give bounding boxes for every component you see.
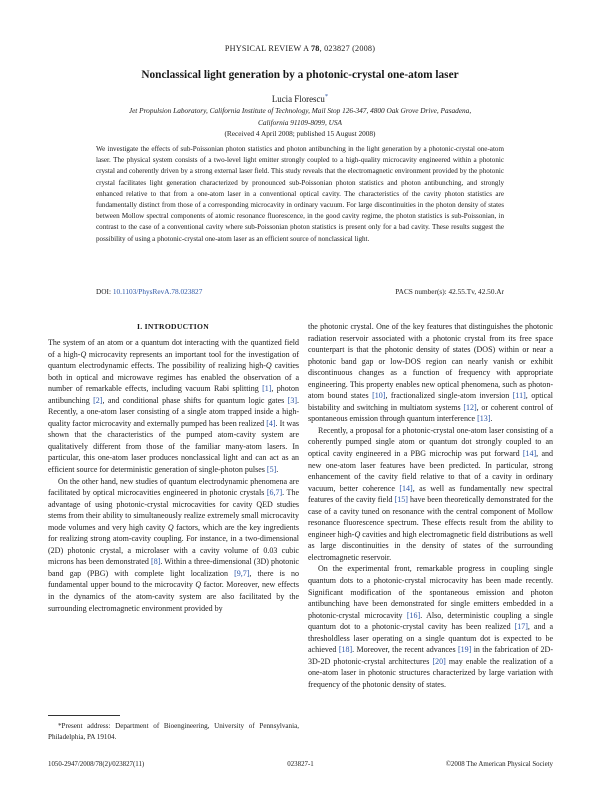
text-run: On the experimental front, remarkable progress in coupling single quantum dots to a photonic-crystal microcavity has been made recently. Significant modification of the spontaneous emission and photon antibunching have been demonstrated for single emitters embedded in a photonic-crystal microcavity [308,564,553,620]
journal-header: PHYSICAL REVIEW A 78, 023827 (2008) [224,44,376,53]
text-run: . Recently, a one-atom laser consisting of a single atom trapped inside a high-quality factor microcavity and externally pumped has been realized [48,395,299,428]
italic-symbol: Q [80,349,87,359]
citation-link[interactable]: [13] [477,414,491,424]
text-run: . [490,414,493,424]
italic-symbol: Q [167,522,174,532]
text-run: have been theoretically demonstrated for the case of a cavity tuned on resonance with the central component of Mollow resonance fluorescence spectrum. These effects result from the ability to engineer high- [308,495,553,539]
paragraph [308,321,553,425]
text-run: On the other hand, new studies of quantum electrodynamic phenomena are facilitated by optical microcavities engineered in photonic crystals [48,476,299,498]
article-number: 023827 [324,44,350,53]
text-run: factors, which are the key ingredients for realizing strong atom-cavity coupling. For instance, in a two-dimensional (2D) photonic crystal, a microlaser with a cavity volume of 0.03 cubic microns has been demonstrated [48,522,299,567]
italic-symbol: Q [265,361,272,371]
body-column-right [308,321,553,691]
body-column-left [48,337,299,614]
italic-symbol: Q [195,580,202,590]
text-run: . The advantage of using photonic-crystal microcavities for cavity QED studies stems from their ability to simultaneously realize extremely small microcavity mode volumes and very high cavity [48,488,299,532]
italic-symbol: Q [354,529,361,539]
citation-link[interactable]: [20] [432,656,446,666]
text-run: . Also, deterministic coupling a single quantum dot to a photonic-crystal cavity has been realized [308,610,553,632]
citation-link[interactable]: [1] [262,384,272,394]
citation-link[interactable]: [12] [463,402,477,412]
doi-label: DOI: [96,287,111,296]
text-run: , photon antibunching [48,384,299,405]
text-run: . It was shown that the characteristics of the pumped atom-cavity system are qualitatively different from those of the familiar many-atom lasers. In particular, this one-atom laser produces nonclassical light and can act as an efficient source for deterministic generation of single-photon pulses [48,418,300,475]
citation-link[interactable]: [5] [266,465,277,475]
text-run: . [276,465,279,475]
text-run: factor. Moreover, new effects in the dynamics of the atom-cavity system are also facilitated by the surrounding electromagnetic environment provided by [48,580,299,613]
affiliation-line-1: Jet Propulsion Laboratory, California Institute of Technology, Mail Stop 126-347, 4800 Oak Grove Drive, Pasadena, [128,106,472,115]
text-run: The system of an atom or a quantum dot interacting with the quantized field of a high- [48,338,299,359]
paper-title: Nonclassical light generation by a photonic-crystal one-atom laser [141,69,459,81]
text-run: Recently, a proposal for a photonic-crystal one-atom laser consisting of a coherently pumped single atom or quantum dot strongly coupled to an optical cavity engineered in a PBG microchip was put forward [308,425,553,459]
citation-link[interactable]: [16] [406,610,421,620]
text-run: . Within a three-dimensional (3D) photonic band gap (PBG) with complete light localization [48,557,300,578]
journal-volume: 78 [311,44,320,53]
citation-link[interactable]: [14] [399,483,413,493]
author-line [0,93,600,104]
paragraph [48,337,299,476]
received-dates: (Received 4 April 2008; published 15 August 2008) [224,129,376,138]
citation-link[interactable]: [15] [394,495,408,505]
doi-line [96,287,504,296]
text-run: , and a thresholdless laser operating on a single quantum dot is expected to be achieved [308,622,553,655]
citation-link[interactable]: [3] [287,395,297,405]
pacs-numbers: PACS number(s): 42.55.Tv, 42.50.Ar [395,287,504,296]
text-run: in the fabrication of 2D-3D-2D photonic-crystal architectures [308,645,553,666]
citation-link[interactable]: [8] [151,557,161,567]
author-name: Lucia Florescu [271,93,325,104]
citation-link[interactable]: [11] [512,391,526,401]
text-run: , and conditional phase shifts for quantum logic gates [102,395,288,405]
text-run: , fractionalized single-atom inversion [385,391,513,401]
citation-link[interactable]: [14] [522,449,537,459]
citation-link[interactable]: [17] [514,622,528,632]
citation-link[interactable]: [19] [457,645,472,655]
paragraph [308,425,553,564]
author-footnote-link[interactable]: * [324,93,329,100]
text-run: microcavity represents an important tool for the investigation of quantum electrodynamic effects. The possibility of realizing high- [48,349,299,371]
affiliation [70,105,530,128]
citation-link[interactable]: [10] [372,391,386,401]
paragraph [48,476,299,615]
citation-link[interactable]: [6,7] [266,488,283,498]
paragraph [308,563,553,690]
abstract: We investigate the effects of sub-Poissonian photon statistics and photon antibunching in the light generation by a photonic-crystal one-atom laser. The physical system consists of a two-level light emitter strongly coupled to a high-quality microcavity engineered within a photonic crystal and coherently driven by a strong external laser field. This study reveals that the electromagnetic environment provided by the photonic crystal facilitates light generation characterized by pronounced sub-Poissonian photon statistics and photon antibunching, and strongly enhanced relative to that from a one-atom laser in a conventional optical cavity. The characteristics of the cavity photon statistics are fundamentally distinct from those of a corresponding microcavity in ordinary vacuum. For large discontinuities in the photon density of states between Mollow spectral components of atomic resonance fluorescence, in the good cavity regime, the photon statistics is sub-Poissonian, in contrast to the case of a conventional cavity where sub-Poissonian photon statistics is present only for a bad cavity. These results suggest the possibility of using a photonic-crystal one-atom laser as an efficient source of nonclassical light. [96,145,504,243]
text-run: , and new one-atom laser features have been predicted. In particular, strong enhancement of the cavity field relative to that of a cavity in ordinary vacuum, better coherence [308,449,553,493]
citation-link[interactable]: [18] [338,645,353,655]
citation-link[interactable]: [9,7] [234,568,250,578]
text-run: may enable the realization of a one-atom laser in photonic structures characterized by large variation with frequency of the photonic density of states. [308,656,553,689]
affiliation-line-2: California 91109-8099, USA [258,117,342,127]
citation-link[interactable]: [2] [93,395,103,405]
text-run: cavities both in optical and microwave regimes has enabled the observation of a number of remarkable effects, including vacuum Rabi splitting [48,361,299,394]
text-run: , or coherent control of spontaneous emission through quantum interference [308,402,553,424]
publication-year: (2008) [352,44,376,53]
text-run: the photonic crystal. One of the key features that distinguishes the photonic radiation reservoir associated with a photonic crystal from its free space counterpart is that the photonic density of states (DOS) within or near a photonic band gap or low-DOS region can nearly vanish or exhibit discontinuous changes as a function of frequency with appropriate engineering. This property enables new optical phenomena, such as photon-atom bound states [308,322,553,401]
text-run: cavities and high electromagnetic field distributions as well as large discontinuities in the density of states of the surrounding electromagnetic reservoir. [308,529,554,562]
footnote-rule [48,715,120,716]
footnote: *Present address: Department of Bioengineering, University of Pennsylvania, Philadelphia, PA 19104. [48,722,299,741]
text-run: . Moreover, the recent advances [352,645,458,655]
citation-link[interactable]: [4] [266,418,276,428]
section-heading: I. INTRODUCTION [136,322,209,331]
text-run: , optical bistability and switching in multiatom systems [308,391,553,412]
footer-page-number: 023827-1 [287,761,314,768]
footer-issn: 1050-2947/2008/78(2)/023827(11) [48,761,145,768]
journal-name: PHYSICAL REVIEW A [224,44,309,53]
footer-copyright: ©2008 The American Physical Society [445,761,553,768]
text-run: , as well as fundamentally new spectral features of the cavity field [308,483,554,505]
doi-link[interactable]: 10.1103/PhysRevA.78.023827 [112,287,203,296]
text-run: , there is no fundamental upper bound to the microcavity [48,568,299,590]
